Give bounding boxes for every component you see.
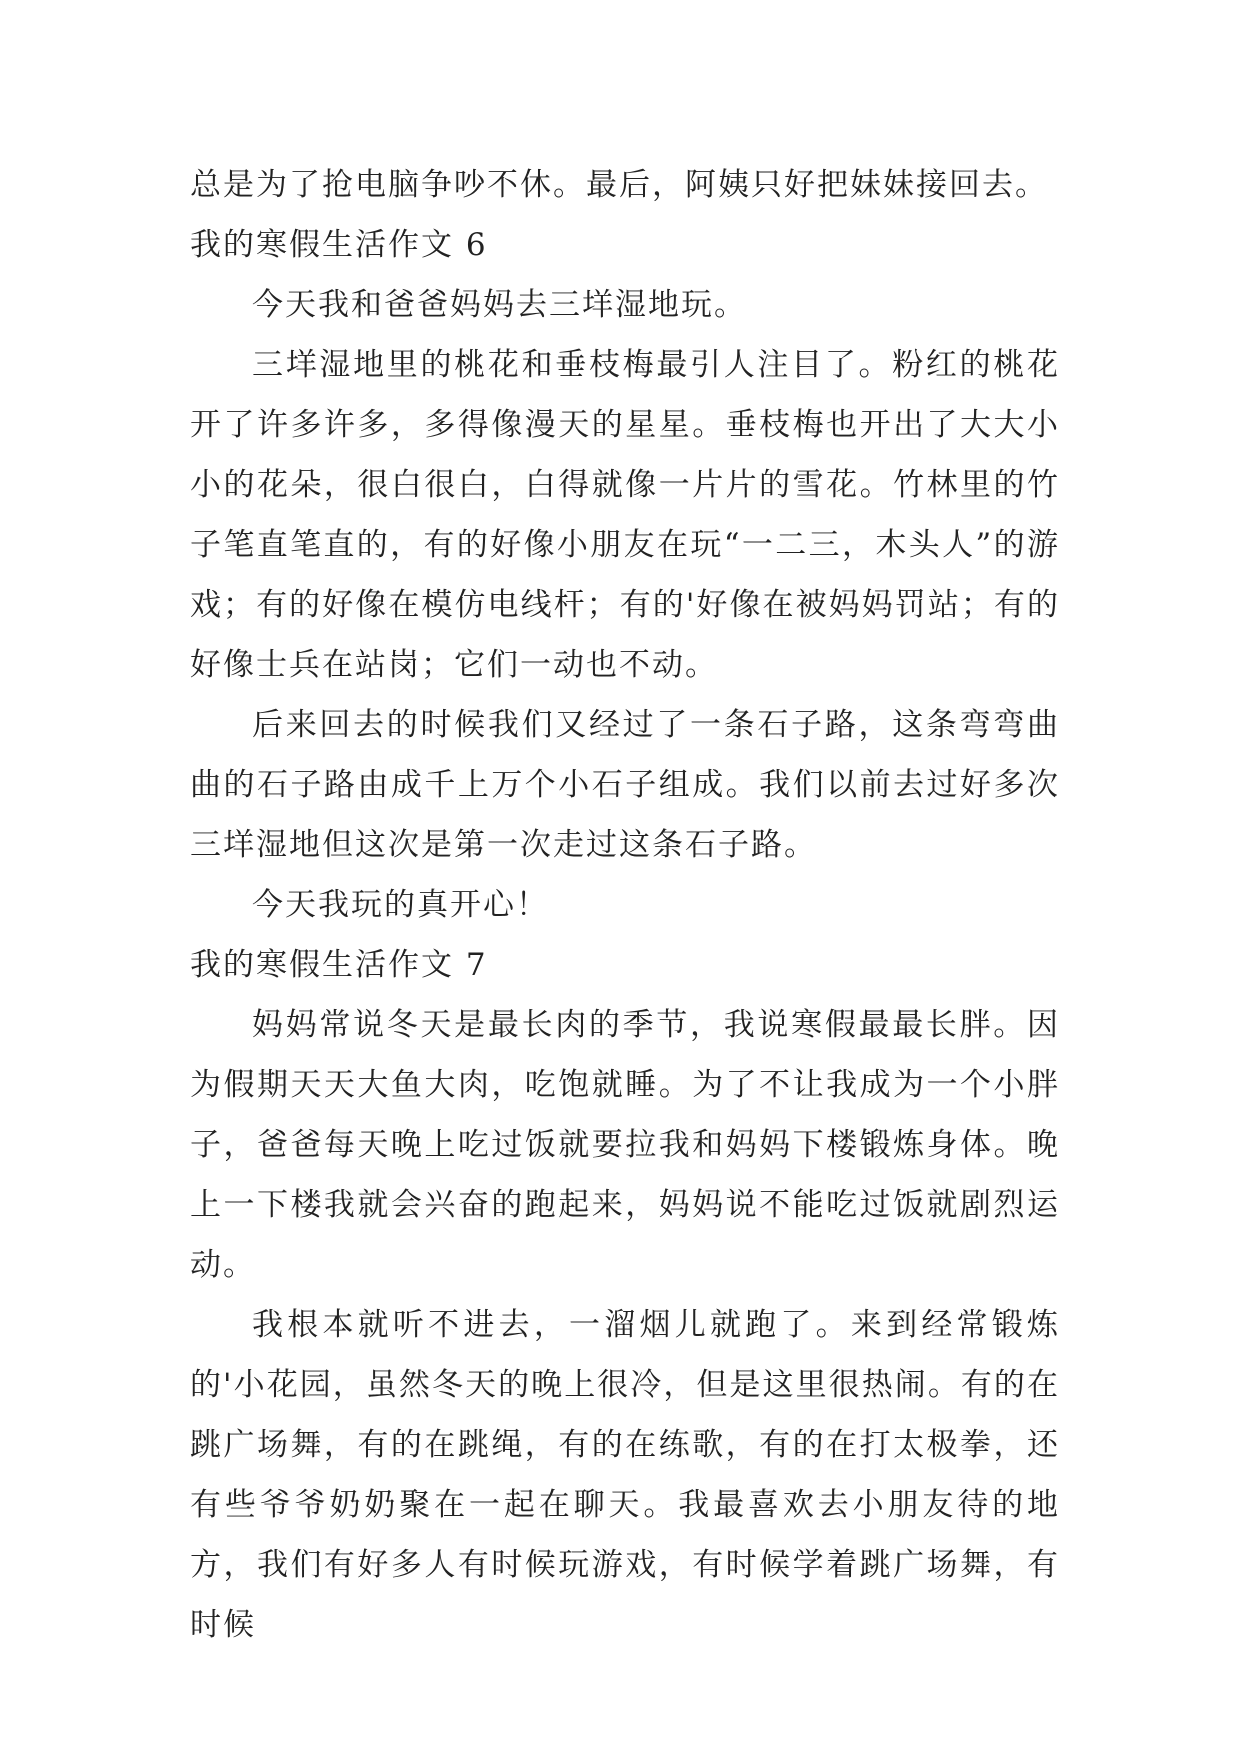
paragraph: 我根本就听不进去，一溜烟儿就跑了。来到经常锻炼的'小花园，虽然冬天的晚上很冷，但是这里很热闹。有的在跳广场舞，有的在跳绳，有的在练歌，有的在打太极拳，还有些爷爷奶奶聚在一起在聊天。我最喜欢去小朋友待的地方，我们有好多人有时候玩游戏，有时候学着跳广场舞，有时候	[190, 1307, 1060, 1643]
document-page	[190, 155, 1060, 1655]
continued-paragraph: 总是为了抢电脑争吵不休。最后，阿姨只好把妹妹接回去。	[190, 167, 1048, 203]
paragraph: 三垟湿地里的桃花和垂枝梅最引人注目了。粉红的桃花开了许多许多，多得像漫天的星星。垂枝梅也开出了大大小小的花朵，很白很白，白得就像一片片的雪花。竹林里的竹子笔直笔直的，有的好像小朋友在玩“一二三，木头人”的游戏；有的好像在模仿电线杆；有的'好像在被妈妈罚站；有的好像士兵在站岗；它们一动也不动。	[190, 347, 1060, 683]
section-heading-6: 我的寒假生活作文 6	[190, 227, 488, 263]
paragraph: 后来回去的时候我们又经过了一条石子路，这条弯弯曲曲的石子路由成千上万个小石子组成。我们以前去过好多次三垟湿地但这次是第一次走过这条石子路。	[190, 707, 1060, 863]
section-heading-7: 我的寒假生活作文 7	[190, 947, 488, 983]
paragraph: 今天我和爸爸妈妈去三垟湿地玩。	[252, 287, 747, 323]
paragraph: 今天我玩的真开心！	[252, 887, 549, 923]
paragraph: 妈妈常说冬天是最长肉的季节，我说寒假最最长胖。因为假期天天大鱼大肉，吃饱就睡。为了不让我成为一个小胖子，爸爸每天晚上吃过饭就要拉我和妈妈下楼锻炼身体。晚上一下楼我就会兴奋的跑起来，妈妈说不能吃过饭就剧烈运动。	[190, 1007, 1060, 1283]
